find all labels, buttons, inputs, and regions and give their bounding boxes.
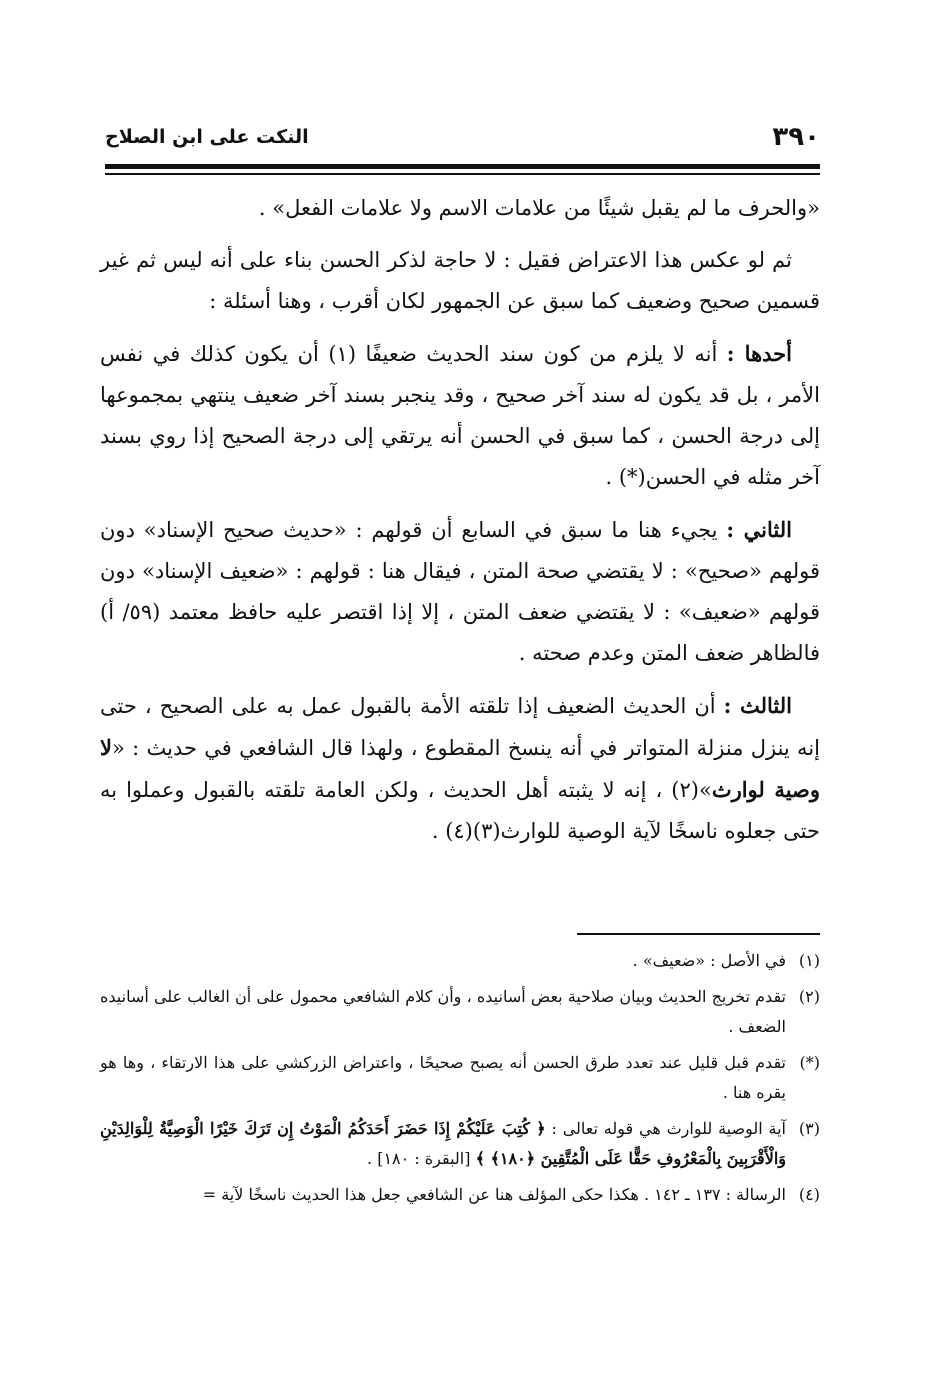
running-header — [105, 120, 820, 160]
footnote-text: الرسالة : ١٣٧ ـ ١٤٢ . هكذا حكى المؤلف هنا عن الشافعي جعل هذا الحديث ناسخًا لآية = — [202, 1185, 786, 1204]
paragraph-5-text-a: أن الحديث الضعيف إذا تلقته الأمة بالقبول عمل به على الصحيح ، حتى إنه ينزل منزلة المتواتر في أنه ينسخ المقطوع ، ولهذا قال الشافعي في حديث : « — [100, 694, 820, 760]
page-number: ٣٩٠ — [772, 122, 820, 152]
footnotes — [100, 946, 820, 1216]
footnote-3-citation: [البقرة : ١٨٠] . — [367, 1149, 476, 1168]
footnote-marker: (١) — [798, 951, 820, 970]
footnote-marker: (*) — [799, 1053, 820, 1072]
footnote-marker: (٤) — [798, 1185, 820, 1204]
footnote-ref-star[interactable]: (*) — [618, 465, 646, 489]
paragraph-3-text-b: أن يكون كذلك في نفس الأمر ، بل قد يكون له سند آخر صحيح ، وقد ينجبر بسند آخر ضعيف ينتهي بمجموعها إلى درجة الحسن ، كما سبق في الحسن أنه يرتقي إلى درجة الصحيح إذا روي بسند آخر مثله في الحسن — [100, 342, 820, 489]
paragraph-5-text-c: ، إنه لا يثبته أهل الحديث ، ولكن العامة تلقته بالقبول وعملوا به حتى جعلوه ناسخًا لآية الوصية للوارث — [100, 778, 820, 843]
footnote-3-intro: آية الوصية للوارث هي قوله تعالى : — [545, 1119, 786, 1138]
header-rule-thin — [105, 173, 820, 175]
footnote-3 — [100, 1114, 820, 1174]
footnote-text: في الأصل : «ضعيف» . — [632, 951, 786, 970]
hadith-quote: لا وصية لوارث — [100, 735, 821, 802]
main-text — [100, 188, 820, 863]
footnote-ref-3-4[interactable]: (٣)(٤) — [445, 819, 501, 843]
footnote-text: تقدم تخريج الحديث وبيان صلاحية بعض أسانيده ، وأن كلام الشافعي محمول على أن الغالب على أسانيده الضعف . — [100, 987, 786, 1036]
footnote-text: تقدم قبل قليل عند تعدد طرق الحسن أنه يصبح صحيحًا ، واعتراض الزركشي على هذا الارتقاء ، وها هو يقره هنا . — [100, 1053, 786, 1102]
paragraph-2: ثم لو عكس هذا الاعتراض فقيل : لا حاجة لذكر الحسن بناء على أنه ليس ثم غير قسمين صحيح وضعيف كما سبق عن الجمهور لكان أقرب ، وهنا أسئلة : — [100, 248, 820, 313]
quran-verse: ﴿ كُتِبَ عَلَيْكُمْ إِذَا حَضَرَ أَحَدَكُمُ الْمَوْتُ إِن تَرَكَ خَيْرًا الْوَصِيَّةُ لِلْوَالِدَيْنِ وَالْأَقْرَبِينَ بِالْمَعْرُوفِ حَقًّا عَلَى الْمُتَّقِينَ ﴿١٨٠﴾ ﴾ — [100, 1119, 786, 1168]
header-rule-thick — [105, 164, 820, 169]
paragraph-5-text-b: » — [698, 778, 712, 802]
footnote-marker: (٣) — [798, 1119, 820, 1138]
book-title: النكت على ابن الصلاح — [105, 126, 309, 148]
paragraph-5-end: . — [431, 819, 446, 843]
footnote-separator — [577, 933, 820, 935]
footnote-ref-2[interactable]: (٢) — [671, 778, 699, 802]
paragraph-1: «والحرف ما لم يقبل شيئًا من علامات الاسم ولا علامات الفعل» . — [258, 196, 820, 220]
footnote-1 — [100, 946, 820, 976]
paragraph-3-text-a: أنه لا يلزم من كون سند الحديث ضعيفًا — [365, 342, 727, 366]
paragraph-5-lead: الثالث : — [723, 693, 792, 718]
footnote-2 — [100, 982, 820, 1042]
paragraph-4-lead: الثاني : — [726, 517, 792, 542]
paragraph-4 — [100, 509, 820, 674]
paragraph-3-end: . — [605, 465, 619, 489]
paragraph-5 — [100, 685, 820, 852]
footnote-marker: (٢) — [798, 987, 820, 1006]
paragraph-3 — [100, 333, 820, 498]
footnote-text — [100, 1114, 786, 1174]
footnote-4 — [100, 1180, 820, 1210]
footnote-ref-1[interactable]: (١) — [318, 342, 366, 366]
paragraph-4-text: يجيء هنا ما سبق في السابع أن قولهم : «حديث صحيح الإسناد» دون قولهم «صحيح» : لا يقتضي صحة المتن ، فيقال هنا : قولهم : «ضعيف الإسناد» دون قولهم «ضعيف» : لا يقتضي ضعف المتن ، إلا إذا اقتصر عليه حافظ معتمد (٥٩/ أ) فالظاهر ضعف المتن وعدم صحته . — [100, 518, 821, 665]
footnote-star — [100, 1048, 820, 1108]
paragraph-3-lead: أحدها : — [726, 341, 792, 366]
